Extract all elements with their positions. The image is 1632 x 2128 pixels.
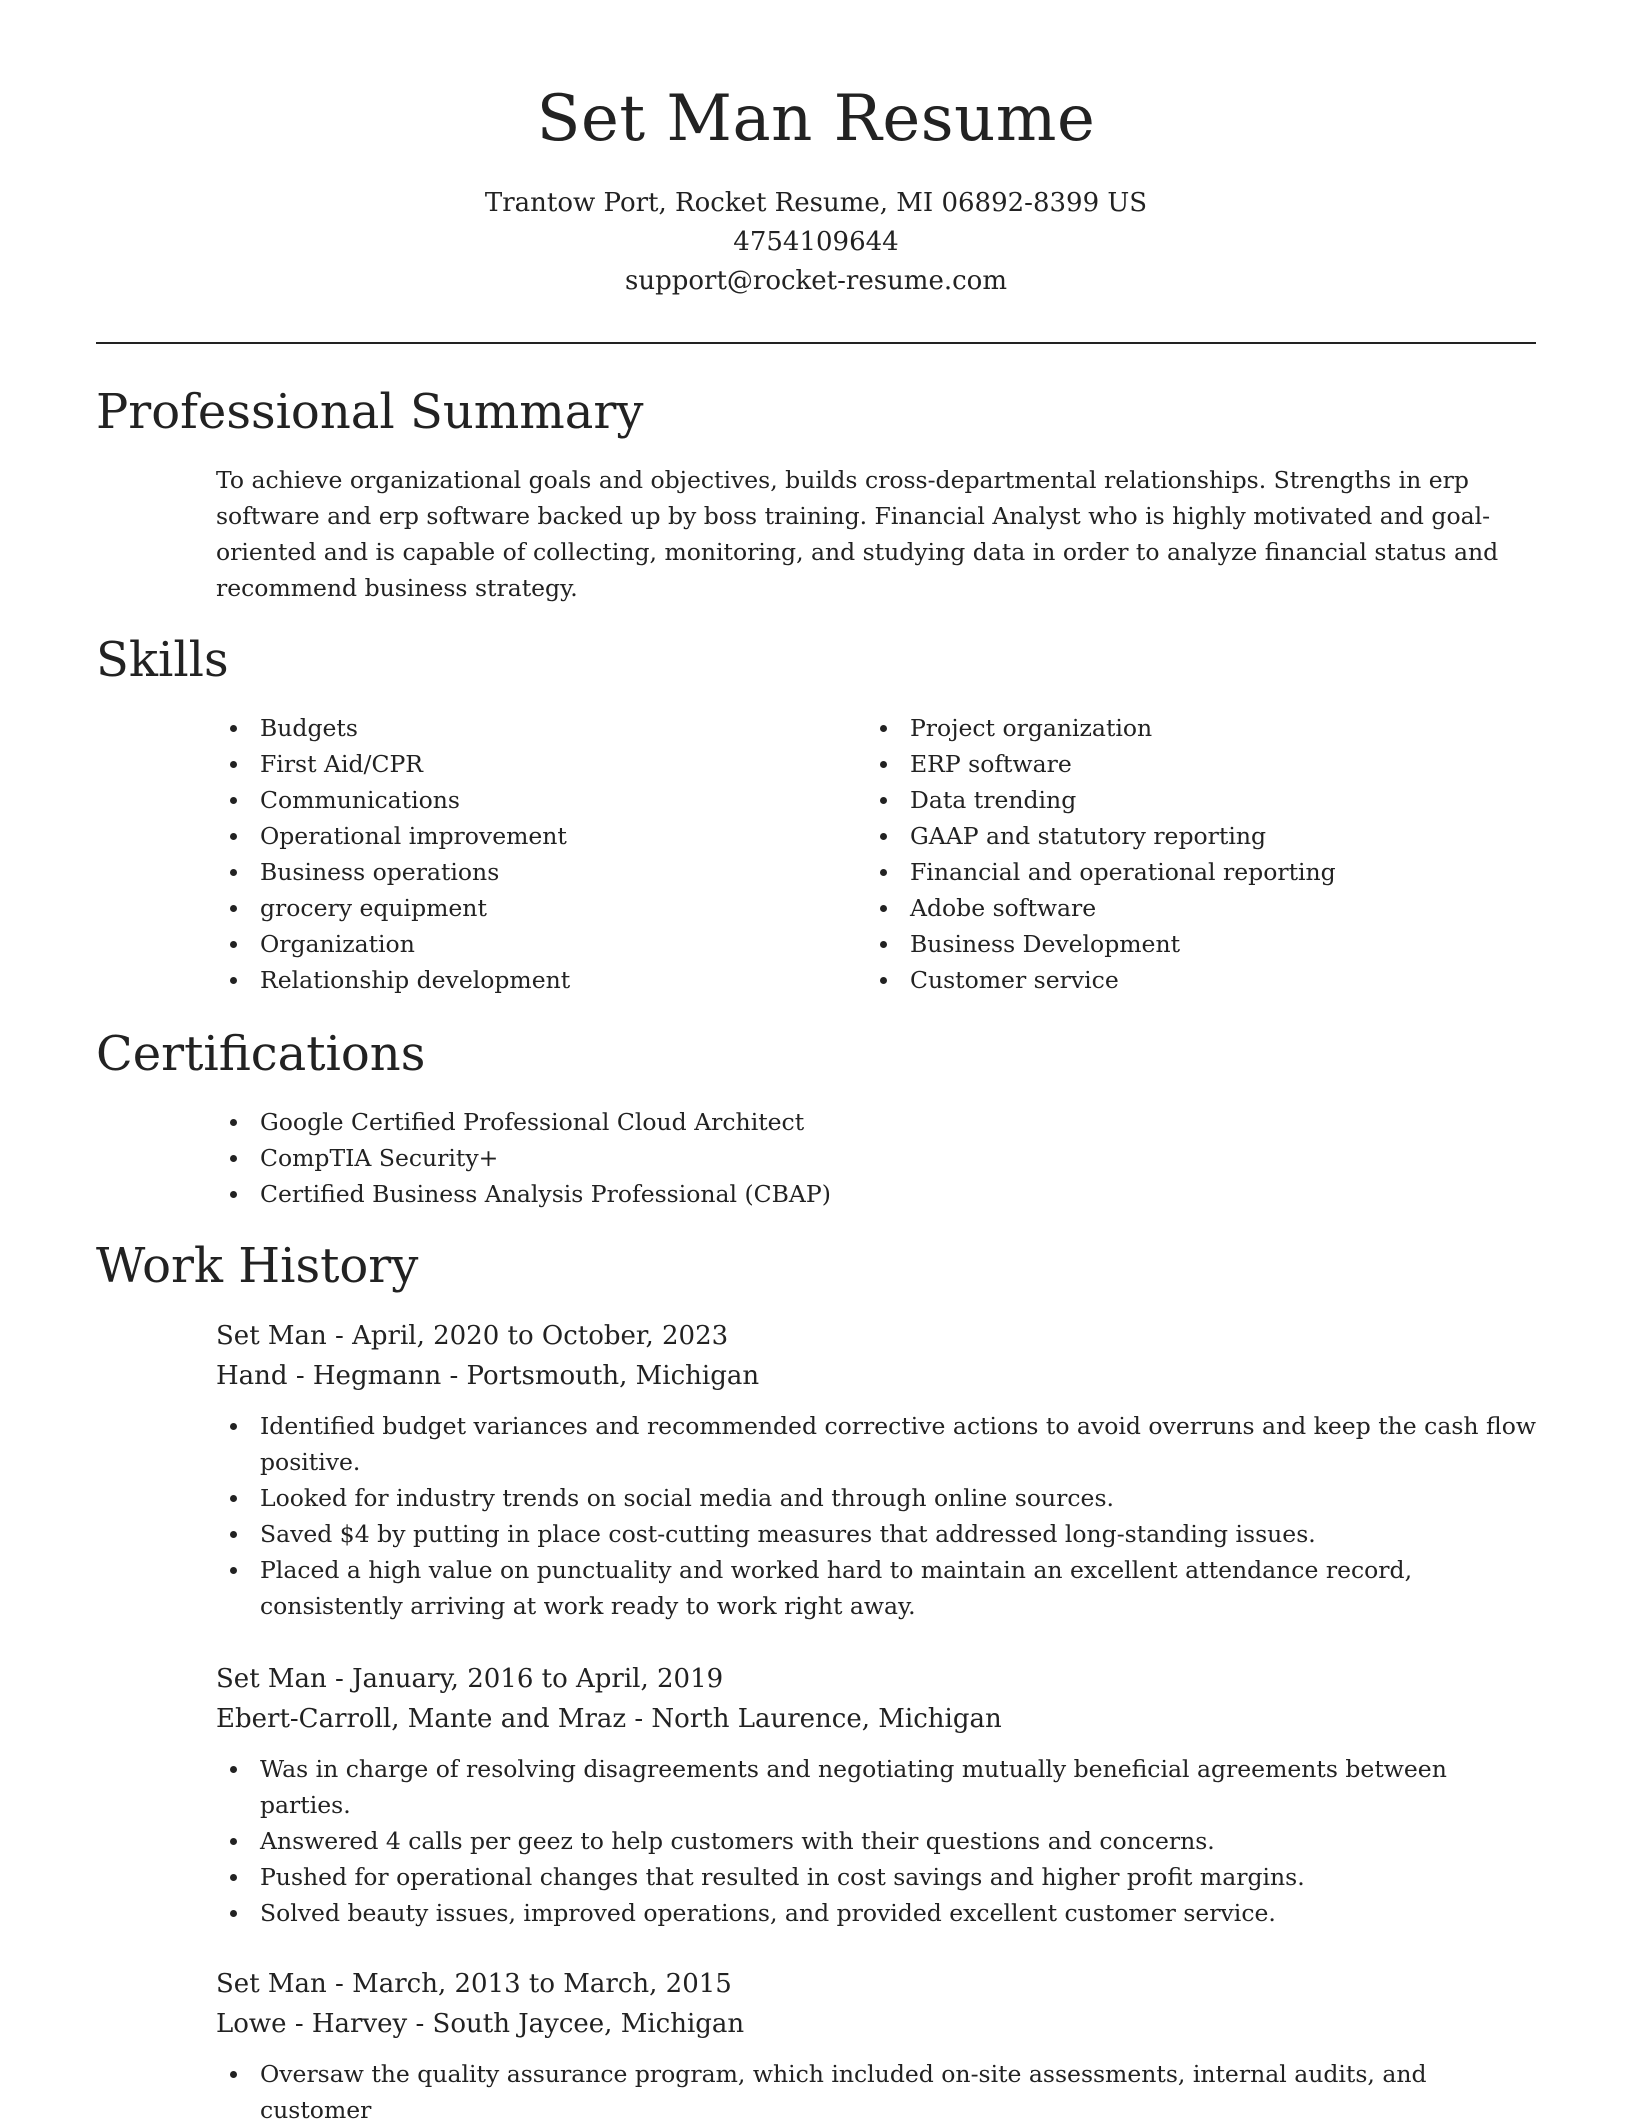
list-item: Project organization (866, 710, 1536, 746)
skills-list-left (216, 710, 836, 998)
skills-heading: Skills (96, 632, 229, 688)
list-item: GAAP and statutory reporting (866, 818, 1536, 854)
list-item: Placed a high value on punctuality and worked hard to maintain an excellent attendance record, consistently arriving at work ready to work right away. (216, 1552, 1536, 1624)
list-item: Saved $4 by putting in place cost-cutting measures that addressed long-standing issues. (216, 1516, 1536, 1552)
job-company: Lowe - Harvey - South Jaycee, Michigan (216, 2009, 745, 2039)
contact-address: Trantow Port, Rocket Resume, MI 06892-8399 US (484, 188, 1148, 219)
skills-list-right (866, 710, 1536, 998)
job-company: Ebert-Carroll, Mante and Mraz - North Laurence, Michigan (216, 1704, 1002, 1734)
job-entry (216, 1659, 1536, 1931)
list-item: Solved beauty issues, improved operations, and provided excellent customer service. (216, 1895, 1536, 1931)
list-item: Adobe software (866, 890, 1536, 926)
resume-header (0, 0, 1632, 301)
list-item: Communications (216, 782, 836, 818)
list-item: Certified Business Analysis Professional (CBAP) (216, 1176, 1536, 1212)
list-item: Identified budget variances and recommended corrective actions to avoid overruns and keep the cash flow positive. (216, 1408, 1536, 1480)
job-title: Set Man - January, 2016 to April, 2019 (216, 1664, 724, 1694)
work-history-heading: Work History (96, 1238, 419, 1294)
summary-heading: Professional Summary (96, 384, 644, 440)
job-bullets (216, 1408, 1536, 1624)
contact-phone: 4754109644 (733, 227, 899, 258)
list-item: Was in charge of resolving disagreements and negotiating mutually beneficial agreements between parties. (216, 1751, 1536, 1823)
list-item: Looked for industry trends on social media and through online sources. (216, 1480, 1536, 1516)
job-entry (216, 1316, 1536, 1624)
job-company: Hand - Hegmann - Portsmouth, Michigan (216, 1361, 760, 1391)
list-item: Customer service (866, 962, 1536, 998)
list-item: Organization (216, 926, 836, 962)
list-item: Google Certified Professional Cloud Architect (216, 1104, 1536, 1140)
list-item: CompTIA Security+ (216, 1140, 1536, 1176)
list-item: Budgets (216, 710, 836, 746)
list-item: Oversaw the quality assurance program, which included on-site assessments, internal audits, and customer (216, 2056, 1536, 2128)
list-item: Financial and operational reporting (866, 854, 1536, 890)
list-item: First Aid/CPR (216, 746, 836, 782)
job-bullets (216, 1751, 1536, 1931)
list-item: Pushed for operational changes that resulted in cost savings and higher profit margins. (216, 1859, 1536, 1895)
list-item: ERP software (866, 746, 1536, 782)
list-item: Operational improvement (216, 818, 836, 854)
list-item: Answered 4 calls per geez to help customers with their questions and concerns. (216, 1823, 1536, 1859)
list-item: Data trending (866, 782, 1536, 818)
certifications-list (216, 1104, 1536, 1212)
job-bullets (216, 2056, 1536, 2128)
list-item: Business operations (216, 854, 836, 890)
list-item: grocery equipment (216, 890, 836, 926)
job-title: Set Man - March, 2013 to March, 2015 (216, 1969, 732, 1999)
list-item: Business Development (866, 926, 1536, 962)
contact-email: support@rocket-resume.com (624, 266, 1007, 297)
resume-name: Set Man Resume (536, 82, 1096, 156)
job-title: Set Man - April, 2020 to October, 2023 (216, 1321, 729, 1351)
summary-text: To achieve organizational goals and objectives, builds cross-departmental relationships. Strengths in erp software and erp software backed up by boss training. Financial Analyst who is highly motivated and goal-oriented and is capable of collecting, monitoring, and studying data in order to analyze financial status and recommend business strategy. (216, 466, 1499, 602)
header-divider (96, 342, 1536, 344)
list-item: Relationship development (216, 962, 836, 998)
certifications-heading: Certifications (96, 1026, 426, 1082)
job-entry (216, 1964, 1536, 2128)
